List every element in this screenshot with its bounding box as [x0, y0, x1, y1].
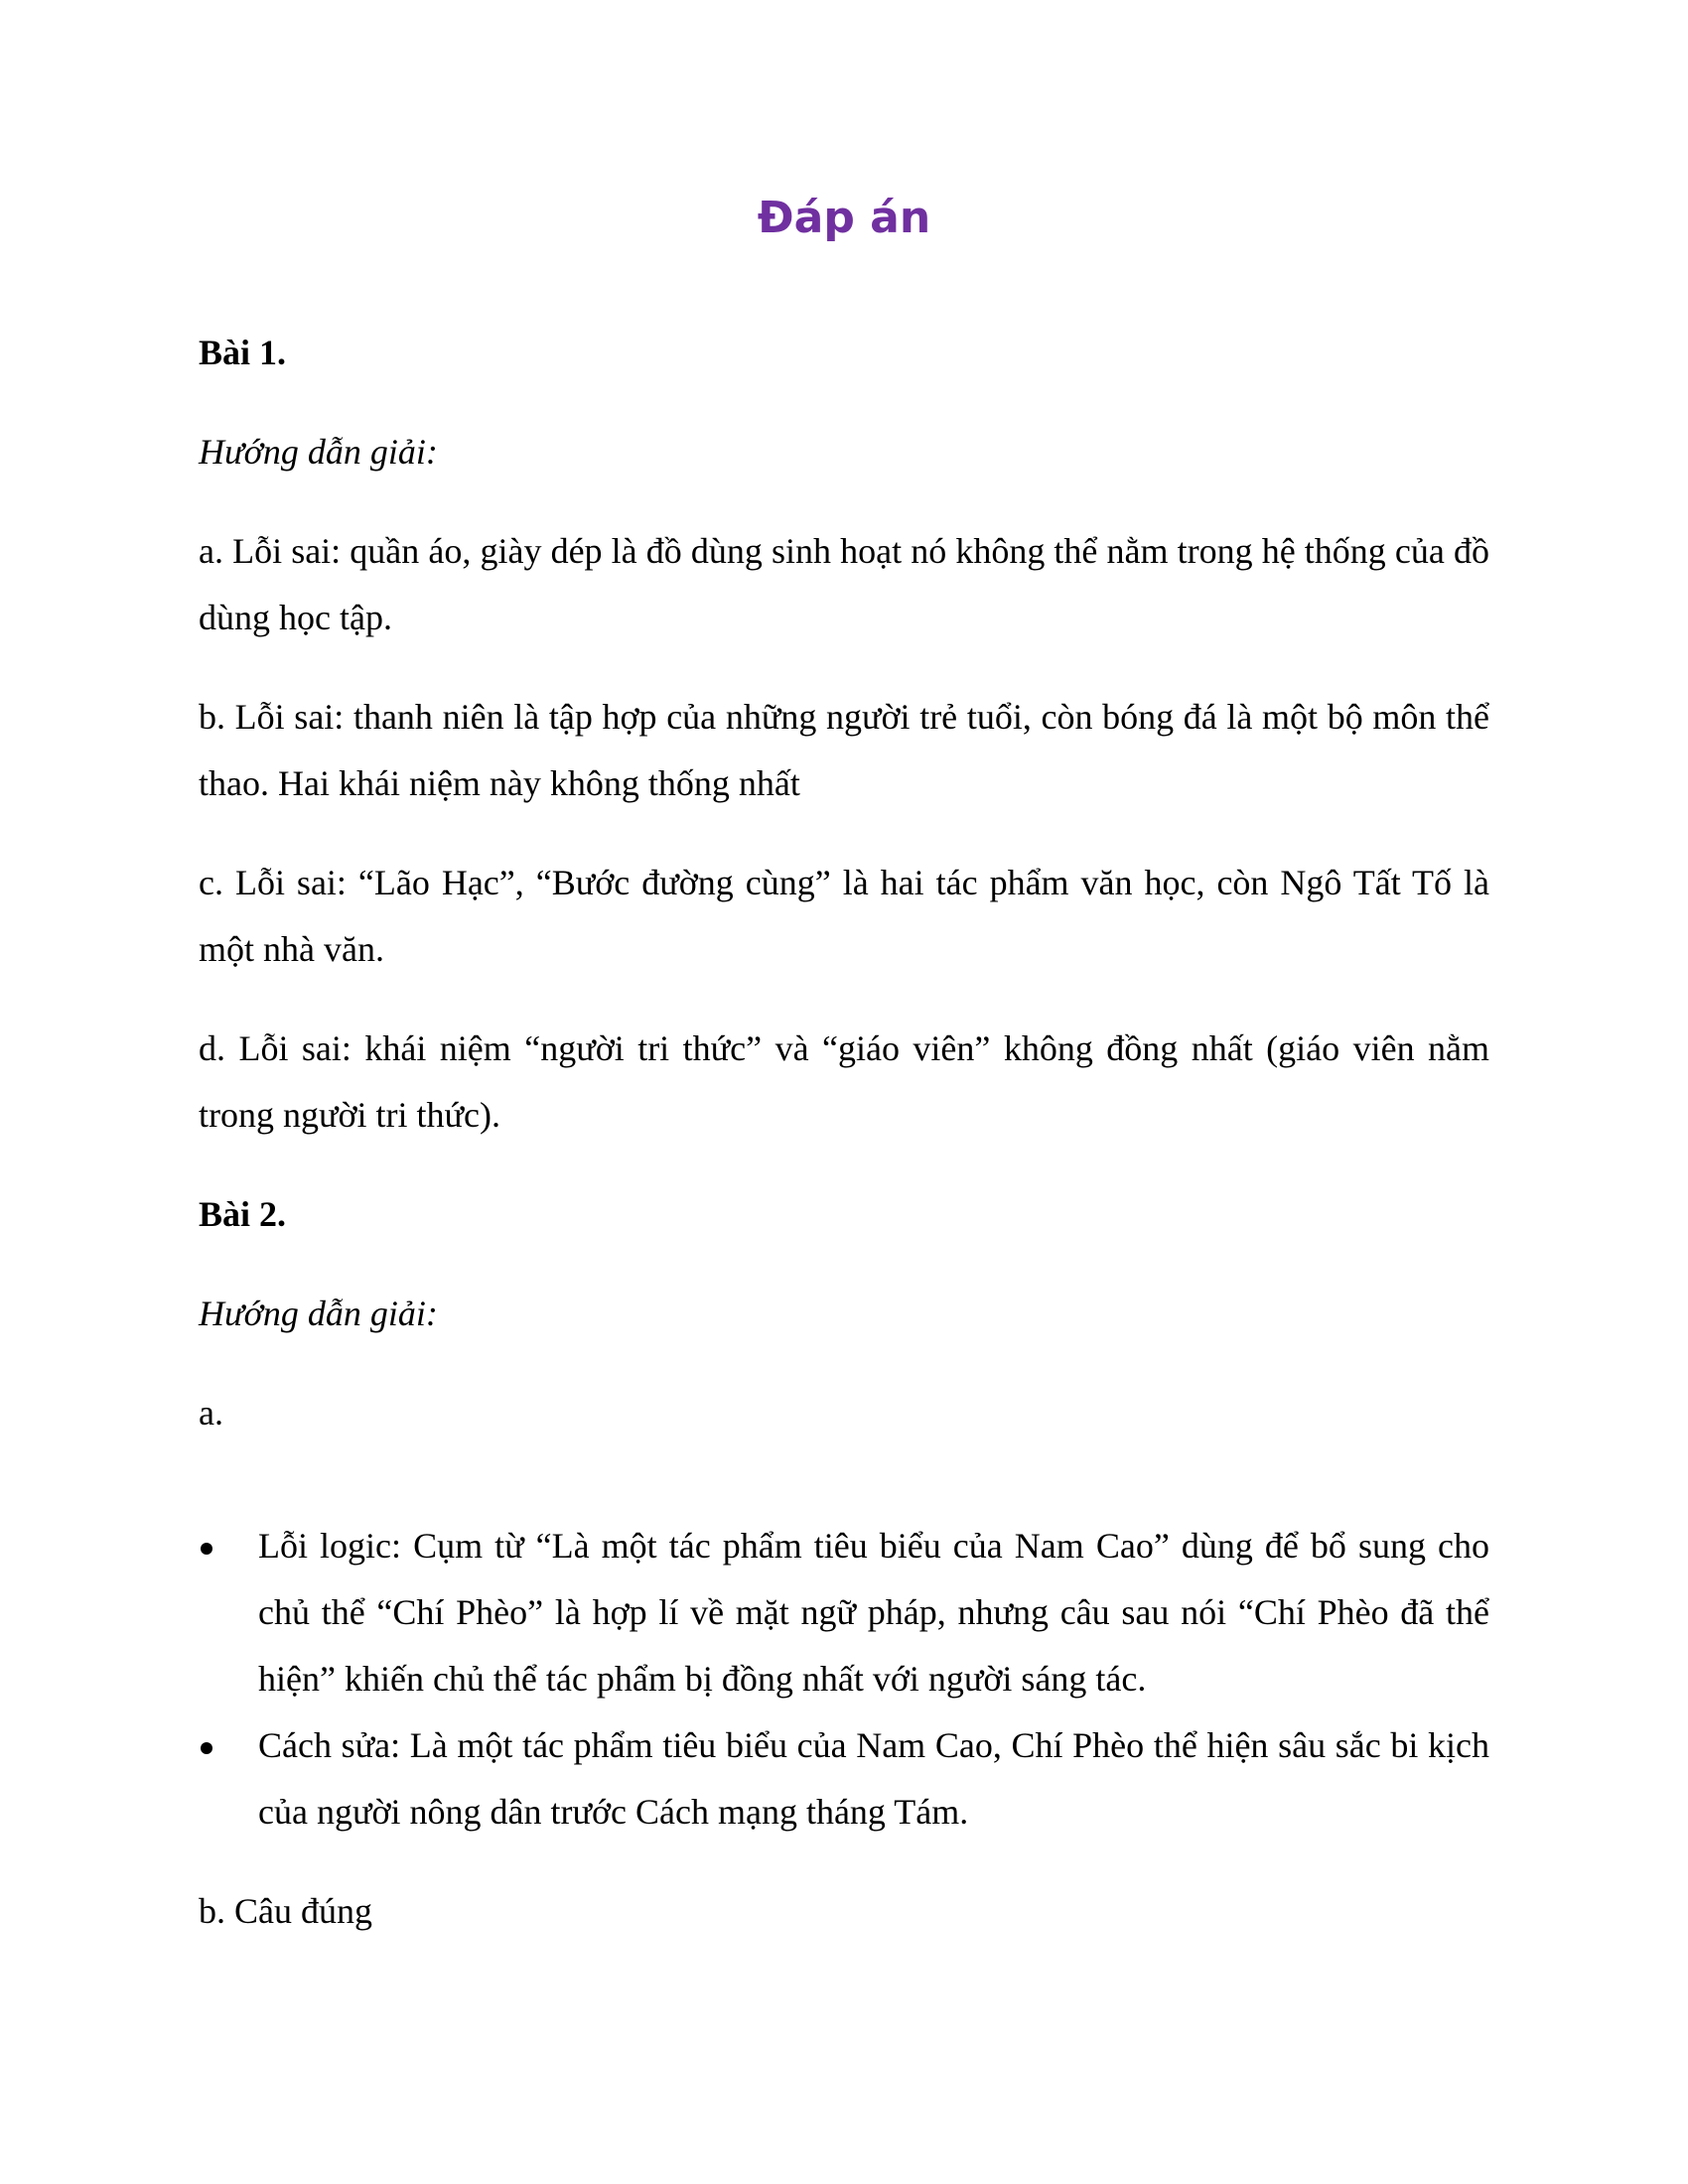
bai1-guide: Hướng dẫn giải:	[199, 432, 438, 472]
bullet-text: Lỗi logic: Cụm từ “Là một tác phẩm tiêu biểu của Nam Cao” dùng để bổ sung cho chủ thể “Chí Phèo” là hợp lí về mặt ngữ pháp, nhưng câu sau nói “Chí Phèo đã thể hiện” khiến chủ thể tác phẩm bị đồng nhất với người sáng tác.	[258, 1526, 1489, 1699]
answer-content	[199, 320, 1489, 1945]
page-title: Đáp án	[757, 193, 931, 243]
bai2-part-a-label: a.	[199, 1393, 223, 1433]
bai1-item-d: d. Lỗi sai: khái niệm “người tri thức” và “giáo viên” không đồng nhất (giáo viên nằm trong người tri thức).	[199, 1028, 1489, 1135]
bai1-heading: Bài 1.	[199, 333, 287, 372]
list-item	[199, 1513, 1489, 1712]
bullet-text: Cách sửa: Là một tác phẩm tiêu biểu của Nam Cao, Chí Phèo thể hiện sâu sắc bi kịch của người nông dân trước Cách mạng tháng Tám.	[258, 1725, 1489, 1832]
bai2-heading: Bài 2.	[199, 1194, 287, 1234]
bai2-part-a-list	[199, 1513, 1489, 1845]
bai2-part-b: b. Câu đúng	[199, 1891, 372, 1931]
bai1-item-c: c. Lỗi sai: “Lão Hạc”, “Bước đường cùng” là hai tác phẩm văn học, còn Ngô Tất Tố là một nhà văn.	[199, 863, 1489, 969]
bai2-guide: Hướng dẫn giải:	[199, 1294, 438, 1333]
bullet-dot-icon	[201, 1742, 212, 1754]
bullet-dot-icon	[201, 1543, 212, 1555]
bai1-item-a: a. Lỗi sai: quần áo, giày dép là đồ dùng sinh hoạt nó không thể nằm trong hệ thống của đồ dùng học tập.	[199, 531, 1489, 637]
bai1-item-b: b. Lỗi sai: thanh niên là tập hợp của những người trẻ tuổi, còn bóng đá là một bộ môn thể thao. Hai khái niệm này không thống nhất	[199, 697, 1489, 803]
list-item	[199, 1712, 1489, 1845]
